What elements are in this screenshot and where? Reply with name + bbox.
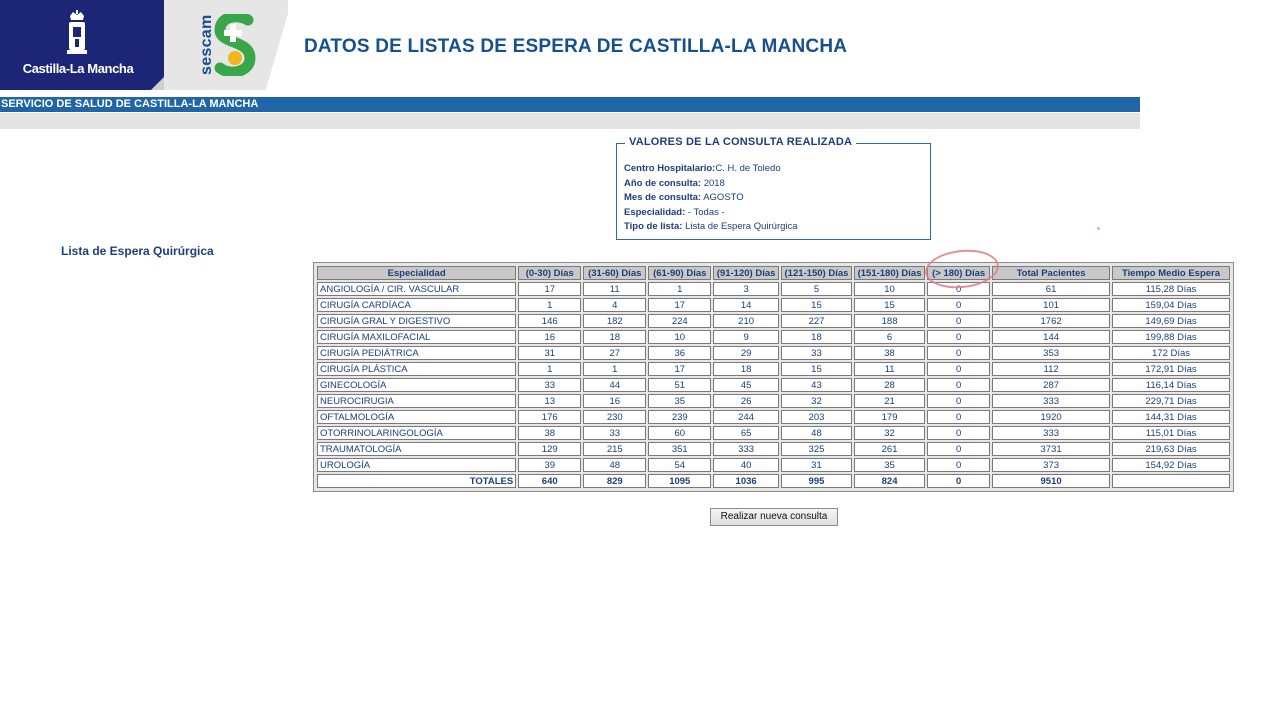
value-cell: 0 <box>927 298 990 312</box>
value-cell: 0 <box>927 394 990 408</box>
value-cell: 44 <box>583 378 646 392</box>
value-cell: 333 <box>713 442 779 456</box>
value-cell: 0 <box>927 282 990 296</box>
column-header: Total Pacientes <box>992 266 1110 280</box>
logo-corner <box>151 76 165 90</box>
total-value-cell: 9510 <box>992 474 1110 488</box>
query-values-fieldset <box>616 136 931 240</box>
stray-red-dot <box>1097 227 1100 230</box>
value-cell: 5 <box>781 282 852 296</box>
value-cell: 351 <box>648 442 711 456</box>
column-header: (121-150) Días <box>781 266 852 280</box>
total-value-cell <box>1112 474 1230 488</box>
region-logo-label: Castilla-La Mancha <box>22 61 134 76</box>
value-cell: 45 <box>713 378 779 392</box>
value-cell: 115,01 Días <box>1112 426 1230 440</box>
value-cell: 54 <box>648 458 711 472</box>
total-value-cell: 1095 <box>648 474 711 488</box>
value-cell: 14 <box>713 298 779 312</box>
total-value-cell: 0 <box>927 474 990 488</box>
specialty-cell: CIRUGÍA CARDÍACA <box>317 298 516 312</box>
table-row <box>317 442 1230 456</box>
value-cell: 154,92 Días <box>1112 458 1230 472</box>
value-cell: 16 <box>583 394 646 408</box>
value-cell: 144,31 Días <box>1112 410 1230 424</box>
table-row <box>317 426 1230 440</box>
query-values-list <box>624 162 798 235</box>
value-cell: 39 <box>518 458 581 472</box>
value-cell: 149,69 Días <box>1112 314 1230 328</box>
value-cell: 17 <box>648 362 711 376</box>
value-cell: 3731 <box>992 442 1110 456</box>
table-row <box>317 410 1230 424</box>
specialty-cell: NEUROCIRUGIA <box>317 394 516 408</box>
value-cell: 31 <box>781 458 852 472</box>
query-field-specialty <box>624 206 798 221</box>
value-cell: 0 <box>927 442 990 456</box>
value-cell: 27 <box>583 346 646 360</box>
value-cell: 210 <box>713 314 779 328</box>
specialty-cell: CIRUGÍA MAXILOFACIAL <box>317 330 516 344</box>
table-row <box>317 314 1230 328</box>
table-row <box>317 394 1230 408</box>
table-row <box>317 330 1230 344</box>
value-cell: 224 <box>648 314 711 328</box>
value-cell: 33 <box>518 378 581 392</box>
specialty-cell: OFTALMOLOGÍA <box>317 410 516 424</box>
value-cell: 146 <box>518 314 581 328</box>
value-cell: 229,71 Días <box>1112 394 1230 408</box>
table-row <box>317 362 1230 376</box>
query-field-value: - Todas - <box>687 206 725 218</box>
value-cell: 26 <box>713 394 779 408</box>
table-header-row <box>317 266 1230 280</box>
value-cell: 1762 <box>992 314 1110 328</box>
value-cell: 48 <box>583 458 646 472</box>
value-cell: 38 <box>518 426 581 440</box>
query-field-value: AGOSTO <box>703 192 744 203</box>
column-header: (61-90) Días <box>648 266 711 280</box>
value-cell: 33 <box>781 346 852 360</box>
value-cell: 1 <box>583 362 646 376</box>
total-value-cell: 824 <box>854 474 925 488</box>
value-cell: 176 <box>518 410 581 424</box>
value-cell: 116,14 Días <box>1112 378 1230 392</box>
value-cell: 32 <box>854 426 925 440</box>
value-cell: 172 Días <box>1112 346 1230 360</box>
query-field-label: Centro Hospitalario: <box>624 163 716 174</box>
value-cell: 159,04 Días <box>1112 298 1230 312</box>
value-cell: 112 <box>992 362 1110 376</box>
value-cell: 60 <box>648 426 711 440</box>
value-cell: 29 <box>713 346 779 360</box>
table-row <box>317 458 1230 472</box>
value-cell: 18 <box>713 362 779 376</box>
specialty-cell: TRAUMATOLOGÍA <box>317 442 516 456</box>
value-cell: 15 <box>781 362 852 376</box>
value-cell: 0 <box>927 426 990 440</box>
query-field-value: 2018 <box>703 177 725 189</box>
value-cell: 38 <box>854 346 925 360</box>
table-row <box>317 346 1230 360</box>
specialty-cell: ANGIOLOGÍA / CIR. VASCULAR <box>317 282 516 296</box>
specialty-cell: GINECOLOGÍA <box>317 378 516 392</box>
value-cell: 11 <box>854 362 925 376</box>
query-field-hospital <box>624 162 798 177</box>
column-header: (31-60) Días <box>583 266 646 280</box>
value-cell: 188 <box>854 314 925 328</box>
total-value-cell: 640 <box>518 474 581 488</box>
query-field-label: Año de consulta: <box>624 177 702 189</box>
value-cell: 101 <box>992 298 1110 312</box>
value-cell: 373 <box>992 458 1110 472</box>
value-cell: 16 <box>518 330 581 344</box>
value-cell: 28 <box>854 378 925 392</box>
value-cell: 32 <box>781 394 852 408</box>
value-cell: 353 <box>992 346 1110 360</box>
column-header: Tiempo Medio Espera <box>1112 266 1230 280</box>
value-cell: 1 <box>518 362 581 376</box>
value-cell: 40 <box>713 458 779 472</box>
query-field-year <box>624 177 798 192</box>
value-cell: 18 <box>781 330 852 344</box>
totals-row <box>317 474 1230 488</box>
total-value-cell: 829 <box>583 474 646 488</box>
value-cell: 182 <box>583 314 646 328</box>
value-cell: 199,88 Días <box>1112 330 1230 344</box>
query-field-label: Tipo de lista: <box>624 221 683 232</box>
column-header: (151-180) Días <box>854 266 925 280</box>
value-cell: 203 <box>781 410 852 424</box>
value-cell: 33 <box>583 426 646 440</box>
value-cell: 10 <box>854 282 925 296</box>
value-cell: 36 <box>648 346 711 360</box>
page-title: DATOS DE LISTAS DE ESPERA DE CASTILLA-LA MANCHA <box>304 36 848 57</box>
query-field-value: C. H. de Toledo <box>715 163 781 174</box>
totals-label-cell: TOTALES <box>317 474 516 488</box>
value-cell: 215 <box>583 442 646 456</box>
value-cell: 1920 <box>992 410 1110 424</box>
query-field-list-type <box>624 220 798 235</box>
value-cell: 18 <box>583 330 646 344</box>
value-cell: 0 <box>927 346 990 360</box>
value-cell: 65 <box>713 426 779 440</box>
query-field-value: Lista de Espera Quirúrgica <box>685 221 798 232</box>
value-cell: 1 <box>518 298 581 312</box>
value-cell: 6 <box>854 330 925 344</box>
service-bar: SERVICIO DE SALUD DE CASTILLA-LA MANCHA <box>0 97 1140 112</box>
value-cell: 0 <box>927 458 990 472</box>
query-field-month <box>624 191 798 206</box>
waiting-list-table <box>315 264 1232 490</box>
new-query-button[interactable]: Realizar nueva consulta <box>710 508 838 526</box>
value-cell: 15 <box>854 298 925 312</box>
value-cell: 219,63 Días <box>1112 442 1230 456</box>
table-row <box>317 378 1230 392</box>
crest-icon <box>64 10 90 56</box>
value-cell: 129 <box>518 442 581 456</box>
specialty-cell: CIRUGÍA PLÁSTICA <box>317 362 516 376</box>
value-cell: 35 <box>648 394 711 408</box>
value-cell: 325 <box>781 442 852 456</box>
value-cell: 51 <box>648 378 711 392</box>
section-title: Lista de Espera Quirúrgica <box>61 244 214 258</box>
value-cell: 4 <box>583 298 646 312</box>
value-cell: 9 <box>713 330 779 344</box>
value-cell: 1 <box>648 282 711 296</box>
sescam-s-icon <box>214 14 256 76</box>
value-cell: 333 <box>992 394 1110 408</box>
value-cell: 144 <box>992 330 1110 344</box>
value-cell: 172,91 Días <box>1112 362 1230 376</box>
value-cell: 21 <box>854 394 925 408</box>
value-cell: 10 <box>648 330 711 344</box>
query-values-legend: VALORES DE LA CONSULTA REALIZADA <box>625 136 856 148</box>
value-cell: 35 <box>854 458 925 472</box>
value-cell: 17 <box>648 298 711 312</box>
specialty-cell: CIRUGÍA PEDIÁTRICA <box>317 346 516 360</box>
sescam-logo-text: sescam <box>198 14 215 75</box>
total-value-cell: 995 <box>781 474 852 488</box>
specialty-cell: CIRUGÍA GRAL Y DIGESTIVO <box>317 314 516 328</box>
column-header: (0-30) Días <box>518 266 581 280</box>
value-cell: 3 <box>713 282 779 296</box>
value-cell: 0 <box>927 362 990 376</box>
query-field-label: Mes de consulta: <box>624 192 702 203</box>
waiting-list-table-container <box>313 262 1234 492</box>
value-cell: 61 <box>992 282 1110 296</box>
table-row <box>317 282 1230 296</box>
value-cell: 227 <box>781 314 852 328</box>
value-cell: 0 <box>927 330 990 344</box>
total-value-cell: 1036 <box>713 474 779 488</box>
value-cell: 287 <box>992 378 1110 392</box>
query-field-label: Especialidad: <box>624 206 686 218</box>
value-cell: 0 <box>927 410 990 424</box>
specialty-cell: OTORRINOLARINGOLOGÍA <box>317 426 516 440</box>
value-cell: 0 <box>927 314 990 328</box>
column-header: Especialidad <box>317 266 516 280</box>
value-cell: 230 <box>583 410 646 424</box>
value-cell: 48 <box>781 426 852 440</box>
value-cell: 261 <box>854 442 925 456</box>
value-cell: 43 <box>781 378 852 392</box>
column-header: (91-120) Días <box>713 266 779 280</box>
castilla-la-mancha-logo <box>0 0 164 90</box>
value-cell: 15 <box>781 298 852 312</box>
value-cell: 13 <box>518 394 581 408</box>
value-cell: 239 <box>648 410 711 424</box>
gray-divider-bar <box>0 113 1140 129</box>
table-row <box>317 298 1230 312</box>
value-cell: 179 <box>854 410 925 424</box>
value-cell: 244 <box>713 410 779 424</box>
column-header: (> 180) Días <box>927 266 990 280</box>
value-cell: 17 <box>518 282 581 296</box>
value-cell: 0 <box>927 378 990 392</box>
value-cell: 11 <box>583 282 646 296</box>
specialty-cell: UROLOGÍA <box>317 458 516 472</box>
value-cell: 333 <box>992 426 1110 440</box>
value-cell: 115,28 Días <box>1112 282 1230 296</box>
value-cell: 31 <box>518 346 581 360</box>
